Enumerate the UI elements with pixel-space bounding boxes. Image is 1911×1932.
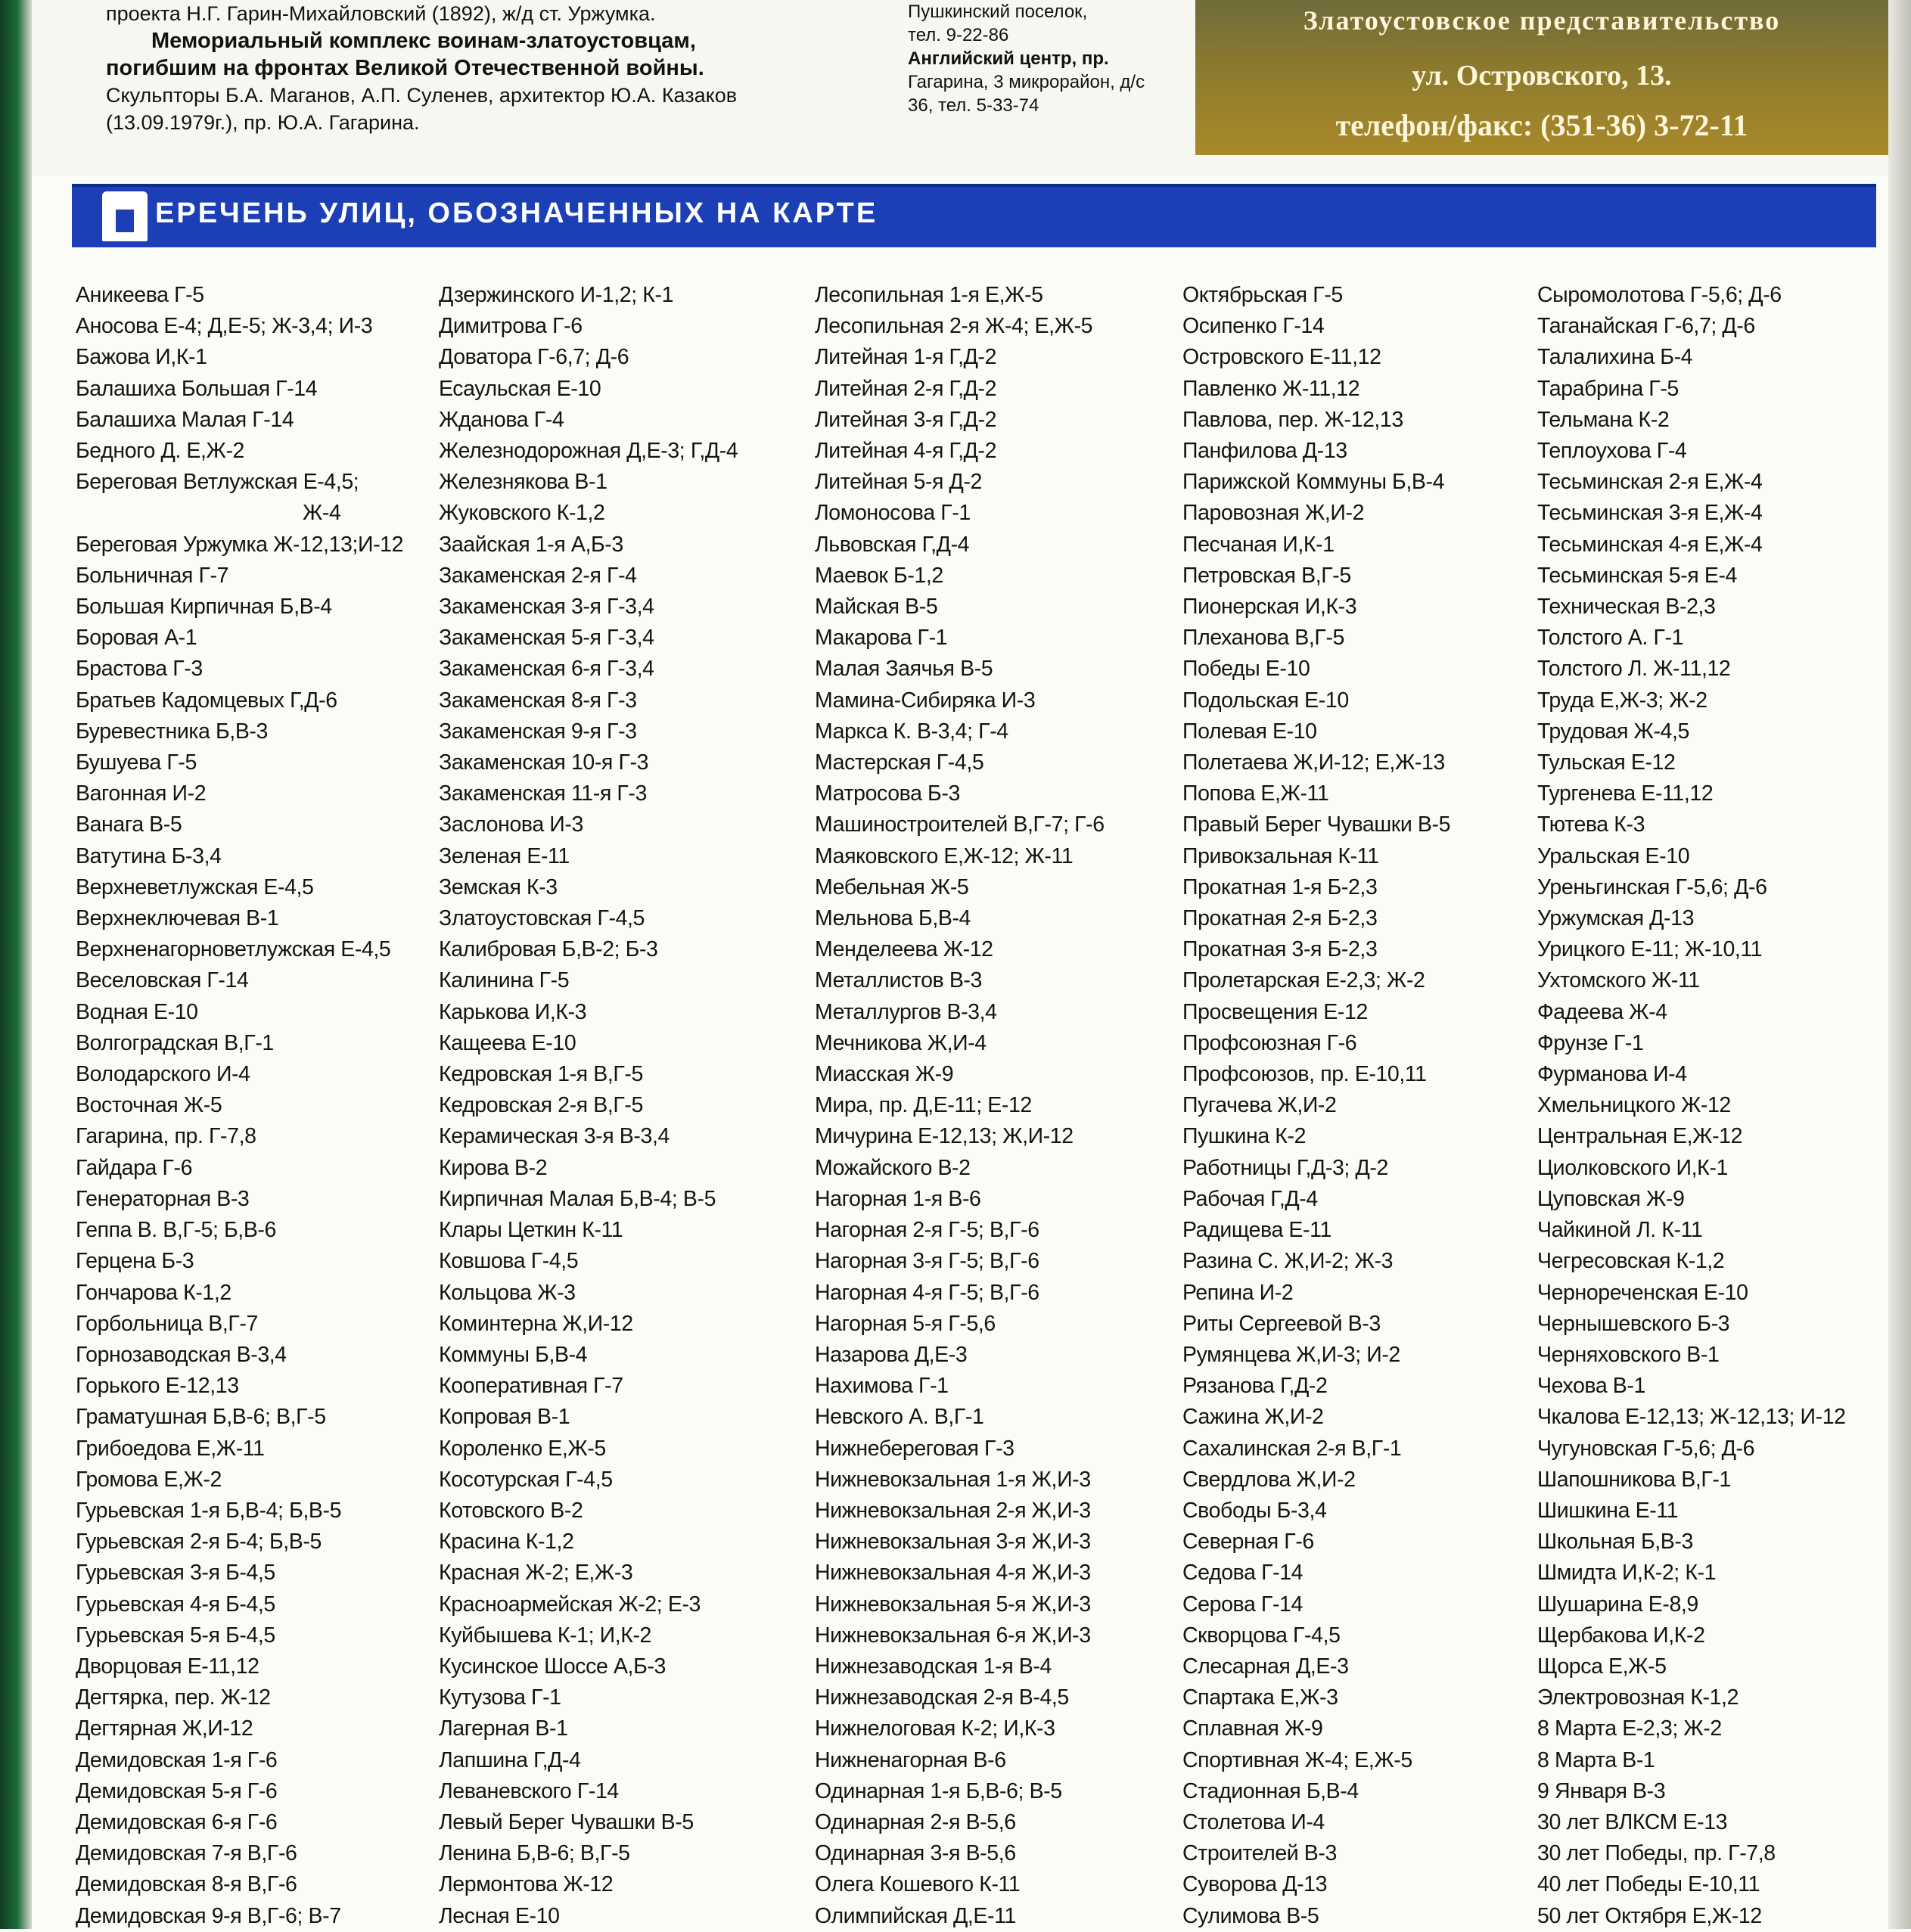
street-entry: Заслонова И-3	[439, 812, 583, 837]
street-entry: Бедного Д. Е,Ж-2	[76, 439, 245, 464]
street-entry: Попова Е,Ж-11	[1182, 781, 1329, 806]
street-entry: Пушкина К-2	[1182, 1124, 1307, 1149]
street-entry: Черняховского В-1	[1537, 1342, 1720, 1367]
street-entry: Суворова Д-13	[1182, 1872, 1328, 1897]
street-entry: Дворцовая Е-11,12	[76, 1654, 259, 1679]
street-entry: Петровская В,Г-5	[1182, 563, 1351, 588]
street-entry: Нагорная 5-я Г-5,6	[815, 1311, 996, 1336]
street-entry: Шмидта И,К-2; К-1	[1537, 1561, 1717, 1586]
street-entry: Копровая В-1	[439, 1405, 570, 1430]
street-entry: Демидовская 8-я В,Г-6	[76, 1872, 297, 1897]
street-entry: Гурьевская 5-я Б-4,5	[76, 1623, 275, 1648]
street-entry: Дзержинского И-1,2; К-1	[439, 283, 674, 307]
street-entry: Металлистов В-3	[815, 968, 982, 993]
street-entry: Шишкина Е-11	[1537, 1498, 1679, 1523]
ad-office-name: Златоустовское представительство	[1303, 5, 1781, 36]
street-entry: Фрунзе Г-1	[1537, 1030, 1644, 1055]
street-entry: Левый Берег Чувашки В-5	[439, 1809, 694, 1834]
english-center-name: Английский центр, пр.	[908, 48, 1109, 69]
street-entry: Свердлова Ж,И-2	[1182, 1467, 1356, 1492]
street-entry: Литейная 3-я Г,Д-2	[815, 407, 997, 432]
date-address-line: (13.09.1979г.), пр. Ю.А. Гагарина.	[106, 111, 420, 134]
street-entry: Кутузова Г-1	[439, 1685, 561, 1710]
street-entry: Карькова И,К-3	[439, 999, 587, 1024]
street-entry: Сулимова В-5	[1182, 1903, 1319, 1928]
street-entry: Лесная Е-10	[439, 1903, 560, 1928]
street-entry: Цуповская Ж-9	[1537, 1186, 1685, 1211]
contact-line5: 36, тел. 5-33-74	[908, 95, 1039, 116]
street-entry: Одинарная 2-я В-5,6	[815, 1809, 1016, 1834]
street-entry: Мира, пр. Д,Е-11; Е-12	[815, 1093, 1032, 1118]
street-entry: Олега Кошевого К-11	[815, 1872, 1021, 1897]
paper-edge-right	[1888, 0, 1911, 1929]
street-entry: Нижнезаводская 2-я В-4,5	[815, 1685, 1069, 1710]
street-entry: Таганайская Г-6,7; Д-6	[1537, 314, 1755, 339]
street-entry: Кооперативная Г-7	[439, 1374, 623, 1399]
street-entry: Маяковского Е,Ж-12; Ж-11	[815, 843, 1074, 868]
street-entry: Бушуева Г-5	[76, 750, 197, 775]
street-entry: Чайкиной Л. К-11	[1537, 1218, 1703, 1243]
street-entry: Мечникова Ж,И-4	[815, 1030, 987, 1055]
street-entry: Аносова Е-4; Д,Е-5; Ж-3,4; И-3	[76, 314, 373, 339]
street-entry: Профсоюзная Г-6	[1182, 1030, 1357, 1055]
street-entry: Правый Берег Чувашки В-5	[1182, 812, 1451, 837]
street-entry: Урицкого Е-11; Ж-10,11	[1537, 937, 1763, 962]
street-entry: Майская В-5	[815, 595, 938, 620]
street-entry: Полетаева Ж,И-12; Е,Ж-13	[1182, 750, 1445, 775]
street-entry: Подольская Е-10	[1182, 688, 1349, 713]
street-entry: Тютева К-3	[1537, 812, 1645, 837]
street-entry: Шушарина Е-8,9	[1537, 1592, 1698, 1617]
street-entry: Одинарная 1-я Б,В-6; В-5	[815, 1778, 1062, 1803]
street-entry: Полевая Е-10	[1182, 719, 1317, 744]
street-entry: Златоустовская Г-4,5	[439, 906, 645, 931]
street-entry: Электровозная К-1,2	[1537, 1685, 1739, 1710]
street-entry: Нижнелоговая К-2; И,К-3	[815, 1716, 1055, 1741]
street-entry: Литейная 1-я Г,Д-2	[815, 345, 997, 370]
street-entry: Кирпичная Малая Б,В-4; В-5	[439, 1186, 716, 1211]
street-entry: Тельмана К-2	[1537, 407, 1670, 432]
street-entry: Жуковского К-1,2	[439, 501, 605, 526]
street-entry: Нагорная 3-я Г-5; В,Г-6	[815, 1249, 1039, 1274]
street-entry: Тесьминская 5-я Е-4	[1537, 563, 1737, 588]
street-entry: Гурьевская 1-я Б,В-4; Б,В-5	[76, 1498, 342, 1523]
street-entry: Нижневокзальная 2-я Ж,И-3	[815, 1498, 1091, 1523]
street-entry: Закаменская 11-я Г-3	[439, 781, 647, 806]
street-entry: Парижской Коммуны Б,В-4	[1182, 470, 1445, 495]
street-entry: Чкалова Е-12,13; Ж-12,13; И-12	[1537, 1405, 1846, 1430]
street-entry: Калибровая Б,В-2; Б-3	[439, 937, 658, 962]
street-entry: Демидовская 1-я Г-6	[76, 1747, 278, 1772]
street-entry: Ватутина Б-3,4	[76, 843, 222, 868]
street-entry: Миасская Ж-9	[815, 1062, 954, 1087]
street-entry: Бажова И,К-1	[76, 345, 207, 370]
street-entry: Пионерская И,К-3	[1182, 595, 1357, 620]
street-entry: Хмельницкого Ж-12	[1537, 1093, 1731, 1118]
street-entry: Закаменская 8-я Г-3	[439, 688, 637, 713]
street-entry: Буревестника Б,В-3	[76, 719, 268, 744]
street-entry: Фадеева Ж-4	[1537, 999, 1667, 1024]
street-entry: Лапшина Г,Д-4	[439, 1747, 581, 1772]
street-entry: Громова Е,Ж-2	[76, 1467, 222, 1492]
memorial-info	[106, 0, 862, 136]
street-entry: Рабочая Г,Д-4	[1182, 1186, 1318, 1211]
street-entry: Можайского В-2	[815, 1155, 971, 1180]
street-entry: Балашиха Малая Г-14	[76, 407, 294, 432]
street-entry: Мастерская Г-4,5	[815, 750, 984, 775]
street-entry: Нижневокзальная 4-я Ж,И-3	[815, 1561, 1091, 1586]
street-entry: Сахалинская 2-я В,Г-1	[1182, 1436, 1402, 1461]
street-entry: Панфилова Д-13	[1182, 439, 1347, 464]
street-entry: Сплавная Ж-9	[1182, 1716, 1323, 1741]
street-entry: Нагорная 4-я Г-5; В,Г-6	[815, 1280, 1039, 1305]
street-entry: Закаменская 3-я Г-3,4	[439, 595, 654, 620]
street-entry: Пугачева Ж,И-2	[1182, 1093, 1337, 1118]
street-entry: Нагорная 2-я Г-5; В,Г-6	[815, 1218, 1039, 1243]
street-entry: Фурманова И-4	[1537, 1062, 1687, 1087]
street-entry: Горбольница В,Г-7	[76, 1311, 258, 1336]
street-entry: Маевок Б-1,2	[815, 563, 943, 588]
street-entry: Керамическая 3-я В-3,4	[439, 1124, 670, 1149]
street-entry: Боровая А-1	[76, 626, 197, 651]
street-entry: Нижневокзальная 3-я Ж,И-3	[815, 1530, 1091, 1555]
street-entry: Демидовская 5-я Г-6	[76, 1778, 278, 1803]
street-entry: Кащеева Е-10	[439, 1030, 576, 1055]
street-entry: Просвещения Е-12	[1182, 999, 1368, 1024]
street-entry: Герцена Б-3	[76, 1249, 194, 1274]
street-entry: Красноармейская Ж-2; Е-3	[439, 1592, 701, 1617]
street-entry: Косотурская Г-4,5	[439, 1467, 613, 1492]
project-line: проекта Н.Г. Гарин-Михайловский (1892), ж/д ст. Уржумка.	[106, 2, 656, 25]
street-entry: Мичурина Е-12,13; Ж,И-12	[815, 1124, 1074, 1149]
street-entry: Кедровская 1-я В,Г-5	[439, 1062, 643, 1087]
street-entry: Риты Сергеевой В-3	[1182, 1311, 1381, 1336]
street-entry: Спортивная Ж-4; Е,Ж-5	[1182, 1747, 1412, 1772]
street-entry: Шапошникова В,Г-1	[1537, 1467, 1731, 1492]
street-entry: Восточная Ж-5	[76, 1093, 222, 1118]
sculptors-line: Скульпторы Б.А. Маганов, А.П. Суленев, архитектор Ю.А. Казаков	[106, 84, 738, 107]
street-entry: Чернореченская Е-10	[1537, 1280, 1748, 1305]
street-entry: 30 лет Победы, пр. Г-7,8	[1537, 1841, 1776, 1866]
street-list-banner	[72, 184, 1876, 247]
street-entry: Щорса Е,Ж-5	[1537, 1654, 1667, 1679]
street-entry: Горького Е-12,13	[76, 1374, 239, 1399]
street-entry: Демидовская 7-я В,Г-6	[76, 1841, 297, 1866]
street-entry: Ленина Б,В-6; В,Г-5	[439, 1841, 630, 1866]
street-entry: Машиностроителей В,Г-7; Г-6	[815, 812, 1105, 837]
street-entry: Металлургов В-3,4	[815, 999, 997, 1024]
street-entry: Серова Г-14	[1182, 1592, 1303, 1617]
street-entry: Уреньгинская Г-5,6; Д-6	[1537, 874, 1767, 899]
advertisement-box	[1195, 0, 1888, 155]
street-list-title: ЕРЕЧЕНЬ УЛИЦ, ОБОЗНАЧЕННЫХ НА КАРТЕ	[155, 197, 878, 229]
memorial-title-line2: погибшим на фронтах Великой Отечественной войны.	[106, 56, 704, 80]
street-entry: Нижневокзальная 1-я Ж,И-3	[815, 1467, 1091, 1492]
street-column-4	[1182, 280, 1450, 1932]
street-entry: Северная Г-6	[1182, 1530, 1314, 1555]
street-entry: Талалихина Б-4	[1537, 345, 1693, 370]
ad-address: ул. Островского, 13.	[1412, 60, 1672, 92]
street-entry: Менделеева Ж-12	[815, 937, 993, 962]
street-entry: Гончарова К-1,2	[76, 1280, 231, 1305]
street-entry: Геппа В. В,Г-5; Б,В-6	[76, 1218, 276, 1243]
street-entry: Горнозаводская В-3,4	[76, 1342, 287, 1367]
street-entry: Теплоухова Г-4	[1537, 439, 1687, 464]
street-entry: Назарова Д,Е-3	[815, 1342, 968, 1367]
street-entry: Прокатная 1-я Б-2,3	[1182, 874, 1378, 899]
street-entry: Нахимова Г-1	[815, 1374, 949, 1399]
street-entry: Веселовская Г-14	[76, 968, 249, 993]
street-entry: Слесарная Д,Е-3	[1182, 1654, 1349, 1679]
street-entry: Котовского В-2	[439, 1498, 583, 1523]
street-entry: Чегресовская К-1,2	[1537, 1249, 1725, 1274]
street-entry: Профсоюзов, пр. Е-10,11	[1182, 1062, 1427, 1087]
street-entry: Гагарина, пр. Г-7,8	[76, 1124, 256, 1149]
street-entry: Прокатная 2-я Б-2,3	[1182, 906, 1378, 931]
street-entry: Сыромолотова Г-5,6; Д-6	[1537, 283, 1782, 307]
street-entry: 50 лет Октября Е,Ж-12	[1537, 1903, 1762, 1928]
street-entry: Мамина-Сибиряка И-3	[815, 688, 1036, 713]
street-entry: Школьная Б,В-3	[1537, 1530, 1693, 1555]
street-entry: Одинарная 3-я В-5,6	[815, 1841, 1016, 1866]
street-entry: Кольцова Ж-3	[439, 1280, 576, 1305]
street-entry: Труда Е,Ж-3; Ж-2	[1537, 688, 1707, 713]
contact-line2: тел. 9-22-86	[908, 25, 1009, 45]
street-entry: Демидовская 9-я В,Г-6; В-7	[76, 1903, 341, 1928]
street-entry: Седова Г-14	[1182, 1561, 1304, 1586]
street-entry: Ванага В-5	[76, 812, 182, 837]
street-entry: Ж-4	[303, 501, 341, 526]
street-entry: Заайская 1-я А,Б-3	[439, 532, 623, 557]
street-entry: Репина И-2	[1182, 1280, 1294, 1305]
street-entry: Чугуновская Г-5,6; Д-6	[1537, 1436, 1755, 1461]
street-entry: Брастова Г-3	[76, 657, 203, 682]
street-entry: Лесопильная 1-я Е,Ж-5	[815, 283, 1043, 307]
street-entry: 30 лет ВЛКСМ Е-13	[1537, 1809, 1728, 1834]
street-entry: Коминтерна Ж,И-12	[439, 1311, 633, 1336]
street-entry: Львовская Г,Д-4	[815, 532, 970, 557]
street-entry: Кедровская 2-я В,Г-5	[439, 1093, 643, 1118]
street-column-3	[815, 280, 1105, 1932]
street-entry: Клары Цеткин К-11	[439, 1218, 623, 1243]
street-entry: 8 Марта Е-2,3; Ж-2	[1537, 1716, 1722, 1741]
street-entry: Чернышевского Б-3	[1537, 1311, 1730, 1336]
street-entry: Осипенко Г-14	[1182, 314, 1325, 339]
street-entry: Спартака Е,Ж-3	[1182, 1685, 1338, 1710]
street-entry: Гайдара Г-6	[76, 1155, 193, 1180]
contact-line4: Гагарина, 3 микрорайон, д/с	[908, 72, 1145, 92]
street-entry: Плеханова В,Г-5	[1182, 626, 1344, 651]
street-entry: Водная Е-10	[76, 999, 198, 1024]
street-entry: Грибоедова Е,Ж-11	[76, 1436, 265, 1461]
street-entry: Малая Заячья В-5	[815, 657, 993, 682]
street-entry: Тургенева Е-11,12	[1537, 781, 1714, 806]
street-entry: Земская К-3	[439, 874, 558, 899]
street-entry: Нижневокзальная 5-я Ж,И-3	[815, 1592, 1091, 1617]
street-entry: Димитрова Г-6	[439, 314, 583, 339]
street-entry: Строителей В-3	[1182, 1841, 1337, 1866]
street-entry: Павленко Ж-11,12	[1182, 376, 1360, 401]
street-entry: Лесопильная 2-я Ж-4; Е,Ж-5	[815, 314, 1093, 339]
street-entry: Павлова, пер. Ж-12,13	[1182, 407, 1403, 432]
street-entry: Кусинское Шоссе А,Б-3	[439, 1654, 666, 1679]
street-entry: Железнодорожная Д,Е-3; Г,Д-4	[439, 439, 738, 464]
street-entry: Братьев Кадомцевых Г,Д-6	[76, 688, 337, 713]
street-entry: Тесьминская 2-я Е,Ж-4	[1537, 470, 1763, 495]
street-entry: Володарского И-4	[76, 1062, 250, 1087]
street-entry: Гурьевская 2-я Б-4; Б,В-5	[76, 1530, 322, 1555]
street-entry: Центральная Е,Ж-12	[1537, 1124, 1743, 1149]
street-entry: Доватора Г-6,7; Д-6	[439, 345, 629, 370]
street-entry: Румянцева Ж,И-3; И-2	[1182, 1342, 1400, 1367]
map-logo-icon	[102, 191, 148, 241]
street-entry: Лагерная В-1	[439, 1716, 568, 1741]
street-entry: Больничная Г-7	[76, 563, 229, 588]
street-entry: Мельнова Б,В-4	[815, 906, 971, 931]
street-column-1	[76, 280, 403, 1932]
street-entry: Вагонная И-2	[76, 781, 207, 806]
street-entry: Закаменская 9-я Г-3	[439, 719, 637, 744]
memorial-title-line1: Мемориальный комплекс воинам-златоустовцам,	[151, 29, 696, 53]
street-entry: Уржумская Д-13	[1537, 906, 1695, 931]
street-entry: Дегтярная Ж,И-12	[76, 1716, 253, 1741]
street-entry: Литейная 2-я Г,Д-2	[815, 376, 997, 401]
street-entry: Красная Ж-2; Е,Ж-3	[439, 1561, 633, 1586]
street-entry: Техническая В-2,3	[1537, 595, 1716, 620]
street-entry: Береговая Уржумка Ж-12,13;И-12	[76, 532, 404, 557]
street-entry: Гурьевская 4-я Б-4,5	[76, 1592, 275, 1617]
street-entry: Октябрьская Г-5	[1182, 283, 1343, 307]
street-entry: Тесьминская 4-я Е,Ж-4	[1537, 532, 1763, 557]
street-entry: 8 Марта В-1	[1537, 1747, 1655, 1772]
street-entry: Столетова И-4	[1182, 1809, 1325, 1834]
street-entry: Нижневокзальная 6-я Ж,И-3	[815, 1623, 1091, 1648]
contacts-info	[908, 0, 1180, 117]
street-column-5	[1537, 280, 1846, 1932]
street-entry: Аникеева Г-5	[76, 283, 204, 307]
street-entry: Макарова Г-1	[815, 626, 948, 651]
street-entry: Уральская Е-10	[1537, 843, 1690, 868]
street-entry: Стадионная Б,В-4	[1182, 1778, 1359, 1803]
street-entry: Разина С. Ж,И-2; Ж-3	[1182, 1249, 1394, 1274]
street-entry: Леваневского Г-14	[439, 1778, 619, 1803]
street-entry: Песчаная И,К-1	[1182, 532, 1335, 557]
street-entry: 9 Января В-3	[1537, 1778, 1666, 1803]
street-entry: Есаульская Е-10	[439, 376, 601, 401]
street-entry: Победы Е-10	[1182, 657, 1310, 682]
street-entry: Береговая Ветлужская Е-4,5;	[76, 470, 359, 495]
street-entry: Тесьминская 3-я Е,Ж-4	[1537, 501, 1763, 526]
street-entry: Трудовая Ж-4,5	[1537, 719, 1689, 744]
street-entry: Закаменская 6-я Г-3,4	[439, 657, 654, 682]
street-entry: Олимпийская Д,Е-11	[815, 1903, 1016, 1928]
street-entry: Тульская Е-12	[1537, 750, 1676, 775]
street-entry: Куйбышева К-1; И,К-2	[439, 1623, 652, 1648]
street-entry: Ломоносова Г-1	[815, 501, 971, 526]
street-entry: Пролетарская Е-2,3; Ж-2	[1182, 968, 1425, 993]
street-entry: Верхнеключевая В-1	[76, 906, 279, 931]
street-entry: Граматушная Б,В-6; В,Г-5	[76, 1405, 326, 1430]
street-entry: Матросова Б-3	[815, 781, 960, 806]
street-entry: Щербакова И,К-2	[1537, 1623, 1705, 1648]
paper-edge-left	[0, 0, 32, 1929]
street-entry: Циолковского И,К-1	[1537, 1155, 1728, 1180]
street-entry: Тарабрина Г-5	[1537, 376, 1679, 401]
street-entry: Маркса К. В-3,4; Г-4	[815, 719, 1008, 744]
street-entry: Лермонтова Ж-12	[439, 1872, 614, 1897]
street-entry: Железнякова В-1	[439, 470, 607, 495]
street-entry: Островского Е-11,12	[1182, 345, 1381, 370]
street-entry: Нижнезаводская 1-я В-4	[815, 1654, 1052, 1679]
street-entry: Закаменская 5-я Г-3,4	[439, 626, 654, 651]
street-entry: Скворцова Г-4,5	[1182, 1623, 1341, 1648]
street-entry: Жданова Г-4	[439, 407, 564, 432]
ad-phone: телефон/факс: (351-36) 3-72-11	[1335, 108, 1748, 142]
street-entry: Паровозная Ж,И-2	[1182, 501, 1365, 526]
street-entry: Работницы Г,Д-3; Д-2	[1182, 1155, 1388, 1180]
street-entry: Радищева Е-11	[1182, 1218, 1331, 1243]
street-entry: Короленко Е,Ж-5	[439, 1436, 606, 1461]
street-entry: Гурьевская 3-я Б-4,5	[76, 1561, 275, 1586]
street-column-2	[439, 280, 738, 1932]
street-entry: Закаменская 2-я Г-4	[439, 563, 637, 588]
street-entry: Волгоградская В,Г-1	[76, 1030, 274, 1055]
street-entry: Дегтярка, пер. Ж-12	[76, 1685, 271, 1710]
street-entry: Коммуны Б,В-4	[439, 1342, 588, 1367]
street-entry: Ухтомского Ж-11	[1537, 968, 1700, 993]
street-entry: Большая Кирпичная Б,В-4	[76, 595, 332, 620]
street-entry: Красина К-1,2	[439, 1530, 574, 1555]
street-entry: Балашиха Большая Г-14	[76, 376, 318, 401]
street-entry: Литейная 4-я Г,Д-2	[815, 439, 997, 464]
street-entry: Демидовская 6-я Г-6	[76, 1809, 278, 1834]
street-entry: Закаменская 10-я Г-3	[439, 750, 649, 775]
street-entry: Чехова В-1	[1537, 1374, 1645, 1399]
street-entry: Нижненагорная В-6	[815, 1747, 1006, 1772]
street-entry: Зеленая Е-11	[439, 843, 570, 868]
street-entry: Мебельная Ж-5	[815, 874, 969, 899]
street-entry: Толстого А. Г-1	[1537, 626, 1684, 651]
street-entry: Сажина Ж,И-2	[1182, 1405, 1324, 1430]
street-entry: Нагорная 1-я В-6	[815, 1186, 981, 1211]
street-entry: Калинина Г-5	[439, 968, 570, 993]
street-entry: Невского А. В,Г-1	[815, 1405, 984, 1430]
street-entry: Генераторная В-3	[76, 1186, 250, 1211]
street-entry: Ковшова Г-4,5	[439, 1249, 579, 1274]
street-entry: Нижнебереговая Г-3	[815, 1436, 1015, 1461]
street-entry: 40 лет Победы Е-10,11	[1537, 1872, 1760, 1897]
street-entry: Прокатная 3-я Б-2,3	[1182, 937, 1378, 962]
street-entry: Привокзальная К-11	[1182, 843, 1379, 868]
street-entry: Верхненагорноветлужская Е-4,5	[76, 937, 391, 962]
street-entry: Литейная 5-я Д-2	[815, 470, 983, 495]
contact-line1: Пушкинский поселок,	[908, 2, 1088, 22]
street-entry: Толстого Л. Ж-11,12	[1537, 657, 1731, 682]
street-entry: Рязанова Г,Д-2	[1182, 1374, 1328, 1399]
street-entry: Верхневетлужская Е-4,5	[76, 874, 314, 899]
street-entry: Кирова В-2	[439, 1155, 548, 1180]
street-entry: Свободы Б-3,4	[1182, 1498, 1327, 1523]
